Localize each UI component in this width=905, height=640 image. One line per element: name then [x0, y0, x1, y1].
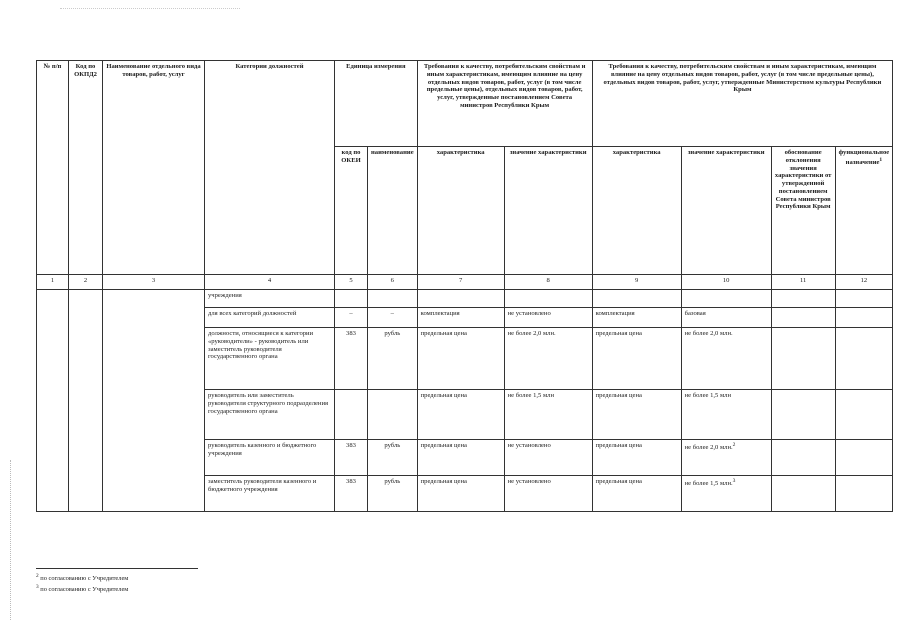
b-deviation-reason-cell — [771, 328, 835, 390]
category-cell: для всех категорий должностей — [205, 308, 335, 328]
column-number: 6 — [368, 275, 418, 290]
unit-name-cell: рубль — [368, 440, 418, 476]
number-cell — [37, 290, 69, 512]
b-characteristic-cell: предельная цена — [592, 476, 681, 512]
unit-name-cell — [368, 390, 418, 440]
a-characteristic-cell — [417, 290, 504, 308]
b-deviation-reason-cell — [771, 440, 835, 476]
header-unit-name: наименование — [368, 147, 418, 275]
footnote — [36, 573, 198, 584]
column-number: 10 — [681, 275, 771, 290]
b-deviation-reason-cell — [771, 476, 835, 512]
b-function-cell — [835, 440, 893, 476]
b-value-cell: не более 1,5 млн.$^3$ — [681, 476, 771, 512]
a-characteristic-cell: предельная цена — [417, 328, 504, 390]
b-value-cell — [681, 290, 771, 308]
header-position-category: Категории должностей — [205, 61, 335, 275]
a-value-cell: не более 1,5 млн — [504, 390, 592, 440]
a-characteristic-cell: предельная цена — [417, 390, 504, 440]
b-value-cell: базовая — [681, 308, 771, 328]
requirements-table — [36, 60, 893, 512]
b-deviation-reason-cell — [771, 390, 835, 440]
footnote — [36, 584, 198, 595]
category-cell: руководитель или заместитель руководителя структурного подразделения государственного органа — [205, 390, 335, 440]
b-value-cell: не более 1,5 млн — [681, 390, 771, 440]
item-name-cell — [103, 290, 205, 512]
footnote-separator — [36, 568, 198, 569]
a-characteristic-cell: предельная цена — [417, 476, 504, 512]
a-characteristic-cell: предельная цена — [417, 440, 504, 476]
header-okei-code: код по ОКЕИ — [335, 147, 368, 275]
footnote-mark: 3 — [36, 583, 39, 590]
b-function-cell — [835, 328, 893, 390]
b-characteristic-cell: предельная цена — [592, 390, 681, 440]
okei-code-cell: 383 — [335, 440, 368, 476]
footnote-ref: 2 — [732, 442, 736, 448]
okei-code-cell: 383 — [335, 328, 368, 390]
a-value-cell: не установлено — [504, 440, 592, 476]
header-row-1 — [37, 61, 893, 147]
okei-code-cell: 383 — [335, 476, 368, 512]
category-cell: должности, относящиеся к категории «руководители» - руководитель или заместитель руководителя государственного органа — [205, 328, 335, 390]
header-b-function-text: функциональное назначение — [838, 149, 890, 166]
header-number: № п/п — [37, 61, 69, 275]
header-a-characteristic: характеристика — [417, 147, 504, 275]
b-deviation-reason-cell — [771, 308, 835, 328]
b-characteristic-cell: предельная цена — [592, 440, 681, 476]
header-item-name: Наименование отдельного вида товаров, работ, услуг — [103, 61, 205, 275]
column-number: 4 — [205, 275, 335, 290]
table-row — [37, 290, 893, 308]
b-function-cell — [835, 476, 893, 512]
b-characteristic-cell: предельная цена — [592, 328, 681, 390]
header-b-characteristic: характеристика — [592, 147, 681, 275]
a-characteristic-cell: комплектация — [417, 308, 504, 328]
unit-name-cell: – — [368, 308, 418, 328]
footnote-ref: 3 — [732, 478, 736, 484]
column-number: 11 — [771, 275, 835, 290]
category-cell: заместитель руководителя казенного и бюджетного учреждения — [205, 476, 335, 512]
b-characteristic-cell — [592, 290, 681, 308]
footnotes — [36, 568, 198, 595]
category-cell: учреждения — [205, 290, 335, 308]
b-value-cell: не более 2,0 млн.$^2$ — [681, 440, 771, 476]
header-okpd2: Код по ОКПД2 — [69, 61, 103, 275]
column-number: 1 — [37, 275, 69, 290]
a-value-cell: не более 2,0 млн. — [504, 328, 592, 390]
scan-artifact-top — [60, 8, 240, 9]
footnote-ref: 1 — [879, 156, 883, 163]
b-value-cell: не более 2,0 млн. — [681, 328, 771, 390]
b-function-cell — [835, 390, 893, 440]
header-b-deviation-reason: обоснование отклонения значения характеристики от утвержденной постановлением Совета министров Республики Крым — [771, 147, 835, 275]
okei-code-cell: – — [335, 308, 368, 328]
a-value-cell: не установлено — [504, 476, 592, 512]
header-b-value: значение характеристики — [681, 147, 771, 275]
okpd2-cell — [69, 290, 103, 512]
b-function-cell — [835, 290, 893, 308]
footnote-mark: 2 — [36, 573, 39, 579]
header-group-government: Требования к качеству, потребительским свойствам и иным характеристикам, имеющим влияние на цену отдельных видов товаров, работ, услуг (в том числе предельные цены), отдельных видов товаров, работ, услуг, утвержденные постановлением Совета министров Республики Крым — [417, 61, 592, 147]
column-number: 2 — [69, 275, 103, 290]
b-function-cell — [835, 308, 893, 328]
header-a-value: значение характеристики — [504, 147, 592, 275]
column-number: 8 — [504, 275, 592, 290]
column-number: 12 — [835, 275, 893, 290]
column-number: 5 — [335, 275, 368, 290]
scan-artifact-edge — [10, 460, 11, 620]
column-number: 7 — [417, 275, 504, 290]
b-deviation-reason-cell — [771, 290, 835, 308]
header-group-ministry: Требования к качеству, потребительским свойствам и иным характеристикам, имеющим влияние на цену отдельных видов товаров, работ, услуг (в том числе предельные цены), отдельных видов товаров, работ, услуг, утвержденные Министерством культуры Республики Крым — [592, 61, 893, 147]
a-value-cell: не установлено — [504, 308, 592, 328]
unit-name-cell: рубль — [368, 476, 418, 512]
header-unit-group: Единица измерения — [335, 61, 418, 147]
okei-code-cell — [335, 290, 368, 308]
okei-code-cell — [335, 390, 368, 440]
column-number: 9 — [592, 275, 681, 290]
b-characteristic-cell: комплектация — [592, 308, 681, 328]
footnote-text: по согласованию с Учредителем — [38, 575, 129, 583]
unit-name-cell: рубль — [368, 328, 418, 390]
a-value-cell — [504, 290, 592, 308]
header-b-function — [835, 147, 893, 275]
footnote-text: по согласованию с Учредителем — [38, 585, 129, 593]
unit-name-cell — [368, 290, 418, 308]
category-cell: руководитель казенного и бюджетного учреждения — [205, 440, 335, 476]
column-number-row — [37, 275, 893, 290]
column-number: 3 — [103, 275, 205, 290]
